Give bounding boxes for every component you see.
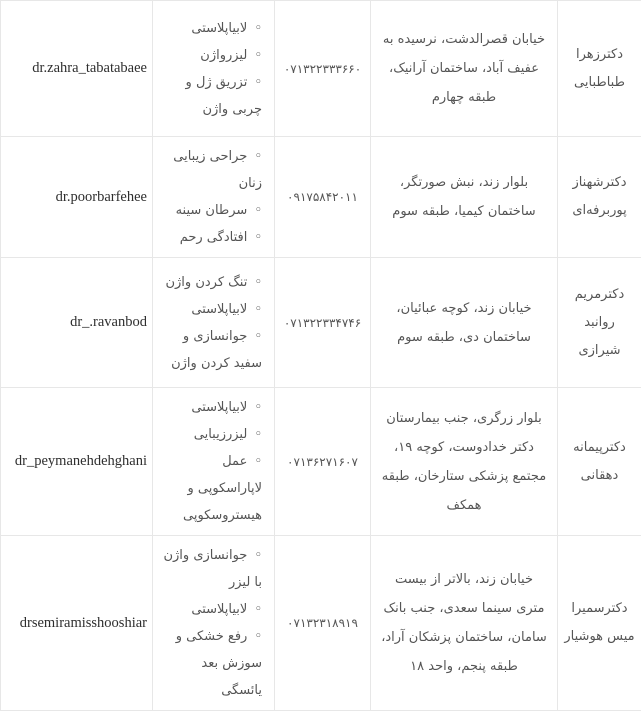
doctor-services (153, 536, 275, 711)
doctor-phone: ۰۷۱۳۶۲۷۱۶۰۷ (275, 388, 371, 536)
doctor-username: dr.zahra_tabatabaee (1, 1, 153, 137)
service-item: ◦ جوانسازی و سفید کردن واژن (161, 323, 262, 377)
service-item: ◦ لابیاپلاستی (161, 596, 262, 623)
services-list (161, 269, 262, 377)
table-row (1, 1, 641, 137)
doctor-services (153, 1, 275, 137)
service-item: ◦ تزریق ژل و چربی واژن (161, 69, 262, 123)
service-item: ◦ لابیاپلاستی (161, 296, 262, 323)
doctor-address: بلوار زند، نبش صورتگر، ساختمان کیمیا، طبقه سوم (371, 137, 558, 258)
doctor-phone: ۰۷۱۳۲۲۳۳۴۷۴۶ (275, 258, 371, 388)
doctor-address: خیابان قصرالدشت، نرسیده به عفیف آباد، ساختمان آرانیک، طبقه چهارم (371, 1, 558, 137)
doctor-phone: ۰۷۱۳۲۲۳۳۳۶۶۰ (275, 1, 371, 137)
services-list (161, 542, 262, 704)
doctors-table-body (1, 1, 641, 711)
service-item: ◦ لابیاپلاستی (161, 394, 262, 421)
services-list (161, 143, 262, 251)
doctor-services (153, 137, 275, 258)
doctor-address: خیابان زند، کوچه عبائیان، ساختمان دی، طبقه سوم (371, 258, 558, 388)
service-item: ◦ جراحی زیبایی زنان (161, 143, 262, 197)
doctor-name: دکترسمیرا میس هوشیار (558, 536, 641, 711)
doctor-name: دکترمریم روانبد شیرازی (558, 258, 641, 388)
doctor-username: drsemiramisshooshiar (1, 536, 153, 711)
doctor-services (153, 258, 275, 388)
table-row (1, 536, 641, 711)
doctor-username: dr_peymanehdehghani (1, 388, 153, 536)
table-row (1, 388, 641, 536)
doctor-phone: ۰۹۱۷۵۸۴۲۰۱۱ (275, 137, 371, 258)
doctor-services (153, 388, 275, 536)
table-row (1, 137, 641, 258)
service-item: ◦ عمل لاپاراسکوپی و هیستروسکوپی (161, 448, 262, 529)
service-item: ◦ تنگ کردن واژن (161, 269, 262, 296)
table-row (1, 258, 641, 388)
doctor-username: dr_.ravanbod (1, 258, 153, 388)
service-item: ◦ سرطان سینه (161, 197, 262, 224)
service-item: ◦ رفع خشکی و سوزش بعد یائسگی (161, 623, 262, 704)
doctor-name: دکترزهرا طباطبایی (558, 1, 641, 137)
service-item: ◦ جوانسازی واژن با لیزر (161, 542, 262, 596)
service-item: ◦ افتادگی رحم (161, 224, 262, 251)
service-item: ◦ لابیاپلاستی (161, 15, 262, 42)
doctor-name: دکترشهناز پوربرفه‌ای (558, 137, 641, 258)
services-list (161, 394, 262, 529)
doctor-username: dr.poorbarfehee (1, 137, 153, 258)
services-list (161, 15, 262, 123)
doctor-address: خیابان زند، بالاتر از بیست متری سینما سعدی، جنب بانک سامان، ساختمان پزشکان آراد، طبقه پنجم، واحد ۱۸ (371, 536, 558, 711)
doctor-address: بلوار زرگری، جنب بیمارستان دکتر خدادوست، کوچه ۱۹، مجتمع پزشکی ستارخان، طبقه همکف (371, 388, 558, 536)
service-item: ◦ لیزرواژن (161, 42, 262, 69)
doctor-name: دکترپیمانه دهقانی (558, 388, 641, 536)
service-item: ◦ لیزرزیبایی (161, 421, 262, 448)
doctor-phone: ۰۷۱۳۲۳۱۸۹۱۹ (275, 536, 371, 711)
